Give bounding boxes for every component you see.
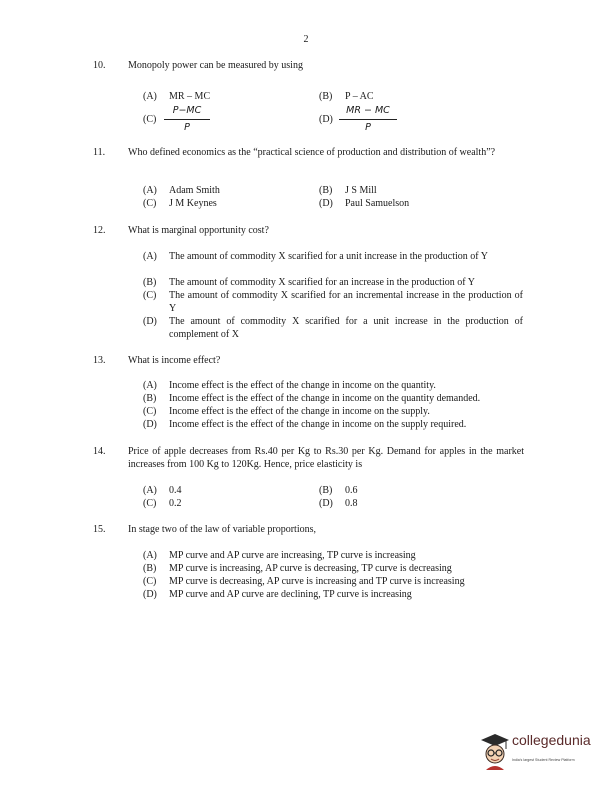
fraction-numerator: P−MC [164,105,210,120]
page-number: 2 [303,34,309,45]
option-label: (D) [319,114,333,125]
option-text: Income effect is the effect of the change in income on the supply required. [169,419,467,430]
option-label: (D) [143,316,157,327]
option-text: MP curve is increasing, AP curve is decreasing, TP curve is decreasing [169,563,452,574]
option-text: Paul Samuelson [345,198,410,209]
question-number: 10. [93,60,106,71]
option-label: (C) [143,198,157,209]
option-label: (B) [143,563,157,574]
question-text: In stage two of the law of variable proportions, [128,524,317,535]
option-label: (C) [143,114,157,125]
option-label: (B) [319,185,333,196]
question-number: 12. [93,225,106,236]
option-label: (A) [143,550,157,561]
option-text: The amount of commodity X scarified for an incremental increase in the production of Y [169,290,523,314]
option-text: MP curve is decreasing, AP curve is increasing and TP curve is increasing [169,576,465,587]
question-text: Who defined economics as the “practical science of production and distribution of wealth”? [128,147,496,158]
option-text: P – AC [345,91,374,102]
option-text: MP curve and AP curve are declining, TP curve is increasing [169,589,412,600]
option-label: (D) [319,498,333,509]
option-text: The amount of commodity X scarified for a unit increase in the production of Y [169,251,488,262]
option-text: Income effect is the effect of the change in income on the quantity. [169,380,436,391]
option-label: (C) [143,406,157,417]
question-number: 13. [93,355,106,366]
option-text: Adam Smith [169,185,220,196]
option-label: (C) [143,290,157,301]
option-text: 0.6 [345,485,358,496]
question-number: 11. [93,147,106,158]
option-text: The amount of commodity X scarified for an increase in the production of Y [169,277,475,288]
option-label: (D) [143,589,157,600]
brand-tagline: India's largest Student Review Platform [512,758,575,762]
question-number: 14. [93,446,106,457]
option-label: (C) [143,498,157,509]
option-text: 0.2 [169,498,182,509]
option-label: (B) [319,485,333,496]
option-label: (A) [143,380,157,391]
option-text: MR – MC [169,91,211,102]
collegedunia-watermark [480,732,591,776]
question-text: What is marginal opportunity cost? [128,225,269,236]
fraction-denominator: P [184,121,190,133]
option-text: J S Mill [345,185,377,196]
option-label: (B) [319,91,333,102]
brand-name: collegedunia [512,732,591,748]
option-text: Income effect is the effect of the change in income on the quantity demanded. [169,393,481,404]
fraction-denominator: P [365,121,371,133]
option-text: 0.8 [345,498,358,509]
question-text: Price of apple decreases from Rs.40 per Kg to Rs.30 per Kg. Demand for apples in the market increases from 100 Kg to 120Kg. Hence, price elasticity is [128,446,524,470]
fraction-numerator: MR − MC [339,105,397,120]
option-text: Income effect is the effect of the change in income on the supply. [169,406,430,417]
option-label: (D) [319,198,333,209]
option-label: (C) [143,576,157,587]
option-label: (B) [143,277,157,288]
question-number: 15. [93,524,106,535]
option-text: J M Keynes [169,198,217,209]
question-text: Monopoly power can be measured by using [128,60,303,71]
option-text: MP curve and AP curve are increasing, TP curve is increasing [169,550,416,561]
student-mascot-icon [480,732,510,772]
question-text: What is income effect? [128,355,221,366]
fraction-c [164,105,210,134]
option-label: (A) [143,251,157,262]
option-text: The amount of commodity X scarified for a unit increase in the production of complement of X [169,316,523,340]
option-label: (B) [143,393,157,404]
option-label: (A) [143,91,157,102]
option-label: (A) [143,485,157,496]
option-text: 0.4 [169,485,182,496]
fraction-d [339,105,397,134]
option-label: (A) [143,185,157,196]
option-label: (D) [143,419,157,430]
